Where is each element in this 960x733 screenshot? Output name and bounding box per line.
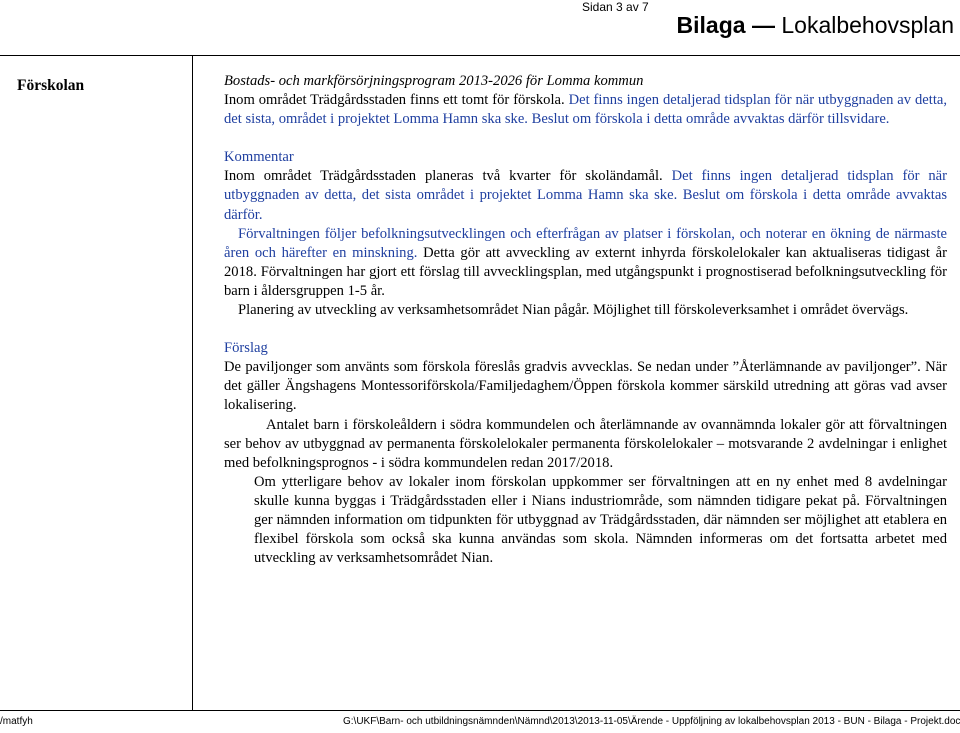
title-dash: — [745,12,782,38]
top-rule [0,55,960,56]
spacer [224,320,947,339]
kommentar-p2-black: Detta gör att avveckling av externt inhyrda förskolelokaler kan aktualiseras tidigast år 2018. Förvaltningen har gjort ett förslag till avvecklingsplan, med utgångspunkt i prognostiserad befolkningsutveckling för barn i åldersgruppen 1-5 år. [224,244,947,299]
kommentar-heading: Kommentar [224,149,294,166]
kommentar-p1-black: Inom området Trädgårdsstaden planeras två kvarter för skoländamål. [224,168,663,185]
program-text-blue: Det finns ingen detaljerad tidsplan för när utbyggnaden av detta, det sista, området i projektet Lomma Hamn ska ske. Beslut om förskola i detta område avvaktas därför tillsvidare. [224,92,947,128]
forslag-paragraph-3: Om ytterligare behov av lokaler inom förskolan uppkommer ser förvaltningen att en ny enhet med 8 avdelningar skulle kunna byggas i Trädgårdsstaden eller i Nians industriområde, som nämnden tidigare pekat på. Förvaltningen ger nämnden information om tidpunkten för utbyggnad av Trädgårdsstaden, där nämnden ser möjlighet att etablera en flexibel förskola som också ska kunna användas som skola. Nämnden informeras om det fortsatta arbetet med utveckling av verksamhetsområdet Nian. [254,473,947,567]
section-content [224,72,947,568]
title-bold: Bilaga [676,12,746,38]
document-title [677,12,954,39]
kommentar-paragraph-2 [224,225,947,301]
program-title: Bostads- och markförsörjningsprogram 2013-2026 för Lomma kommun [224,73,644,89]
spacer [224,129,947,148]
program-text-black: Inom området Trädgårdsstaden finns ett tomt för förskola. [224,92,565,109]
program-paragraph [224,91,947,129]
section-label: Förskolan [17,77,85,94]
kommentar-paragraph-3: Planering av utveckling av verksamhetsområdet Nian pågår. Möjlighet till förskoleverksamhet i området övervägs. [238,302,909,319]
forslag-paragraph-1: De paviljonger som använts som förskola föreslås gradvis avvecklas. Se nedan under ”Återlämnande av paviljonger”. När det gäller Ängshagens Montessoriförskola/Familjedaghem/Öppen förskola kommer särskild utredning att göras vad avser lokalisering. [224,359,947,414]
forslag-heading: Förslag [224,340,268,357]
kommentar-p2-blue: Förvaltningen följer befolkningsutvecklingen och efterfrågan av platser i förskolan, och noterar en ökning de närmaste åren och härefter en minskning. [224,225,947,261]
kommentar-p1-blue: Det finns ingen detaljerad tidsplan för när utbyggnaden av detta, det sista området i projektet Lomma Hamn ska ske. Beslut om förskola i detta område avvaktas därför. [224,168,947,223]
column-divider [192,55,193,710]
kommentar-paragraph-1 [224,167,947,224]
page-number: Sidan 3 av 7 [582,0,649,14]
footer-file-path: G:\UKF\Barn- och utbildningsnämnden\Nämnd\2013\2013-11-05\Ärende - Uppföljning av lokalbehovsplan 2013 - BUN - Bilaga - Projekt.doc [343,716,960,727]
title-rest: Lokalbehovsplan [781,12,954,38]
footer-author: /matfyh [0,716,33,727]
bottom-rule [0,710,960,711]
forslag-paragraph-2: Antalet barn i förskoleåldern i södra kommundelen och återlämnande av ovannämnda lokaler gör att förvaltningen ser behov av utbyggnad av permanenta förskolelokaler permanenta förskolelokaler – motsvarande 2 avdelningar i enlighet med befolkningsprognos - i södra kommundelen redan 2017/2018. [224,416,947,471]
